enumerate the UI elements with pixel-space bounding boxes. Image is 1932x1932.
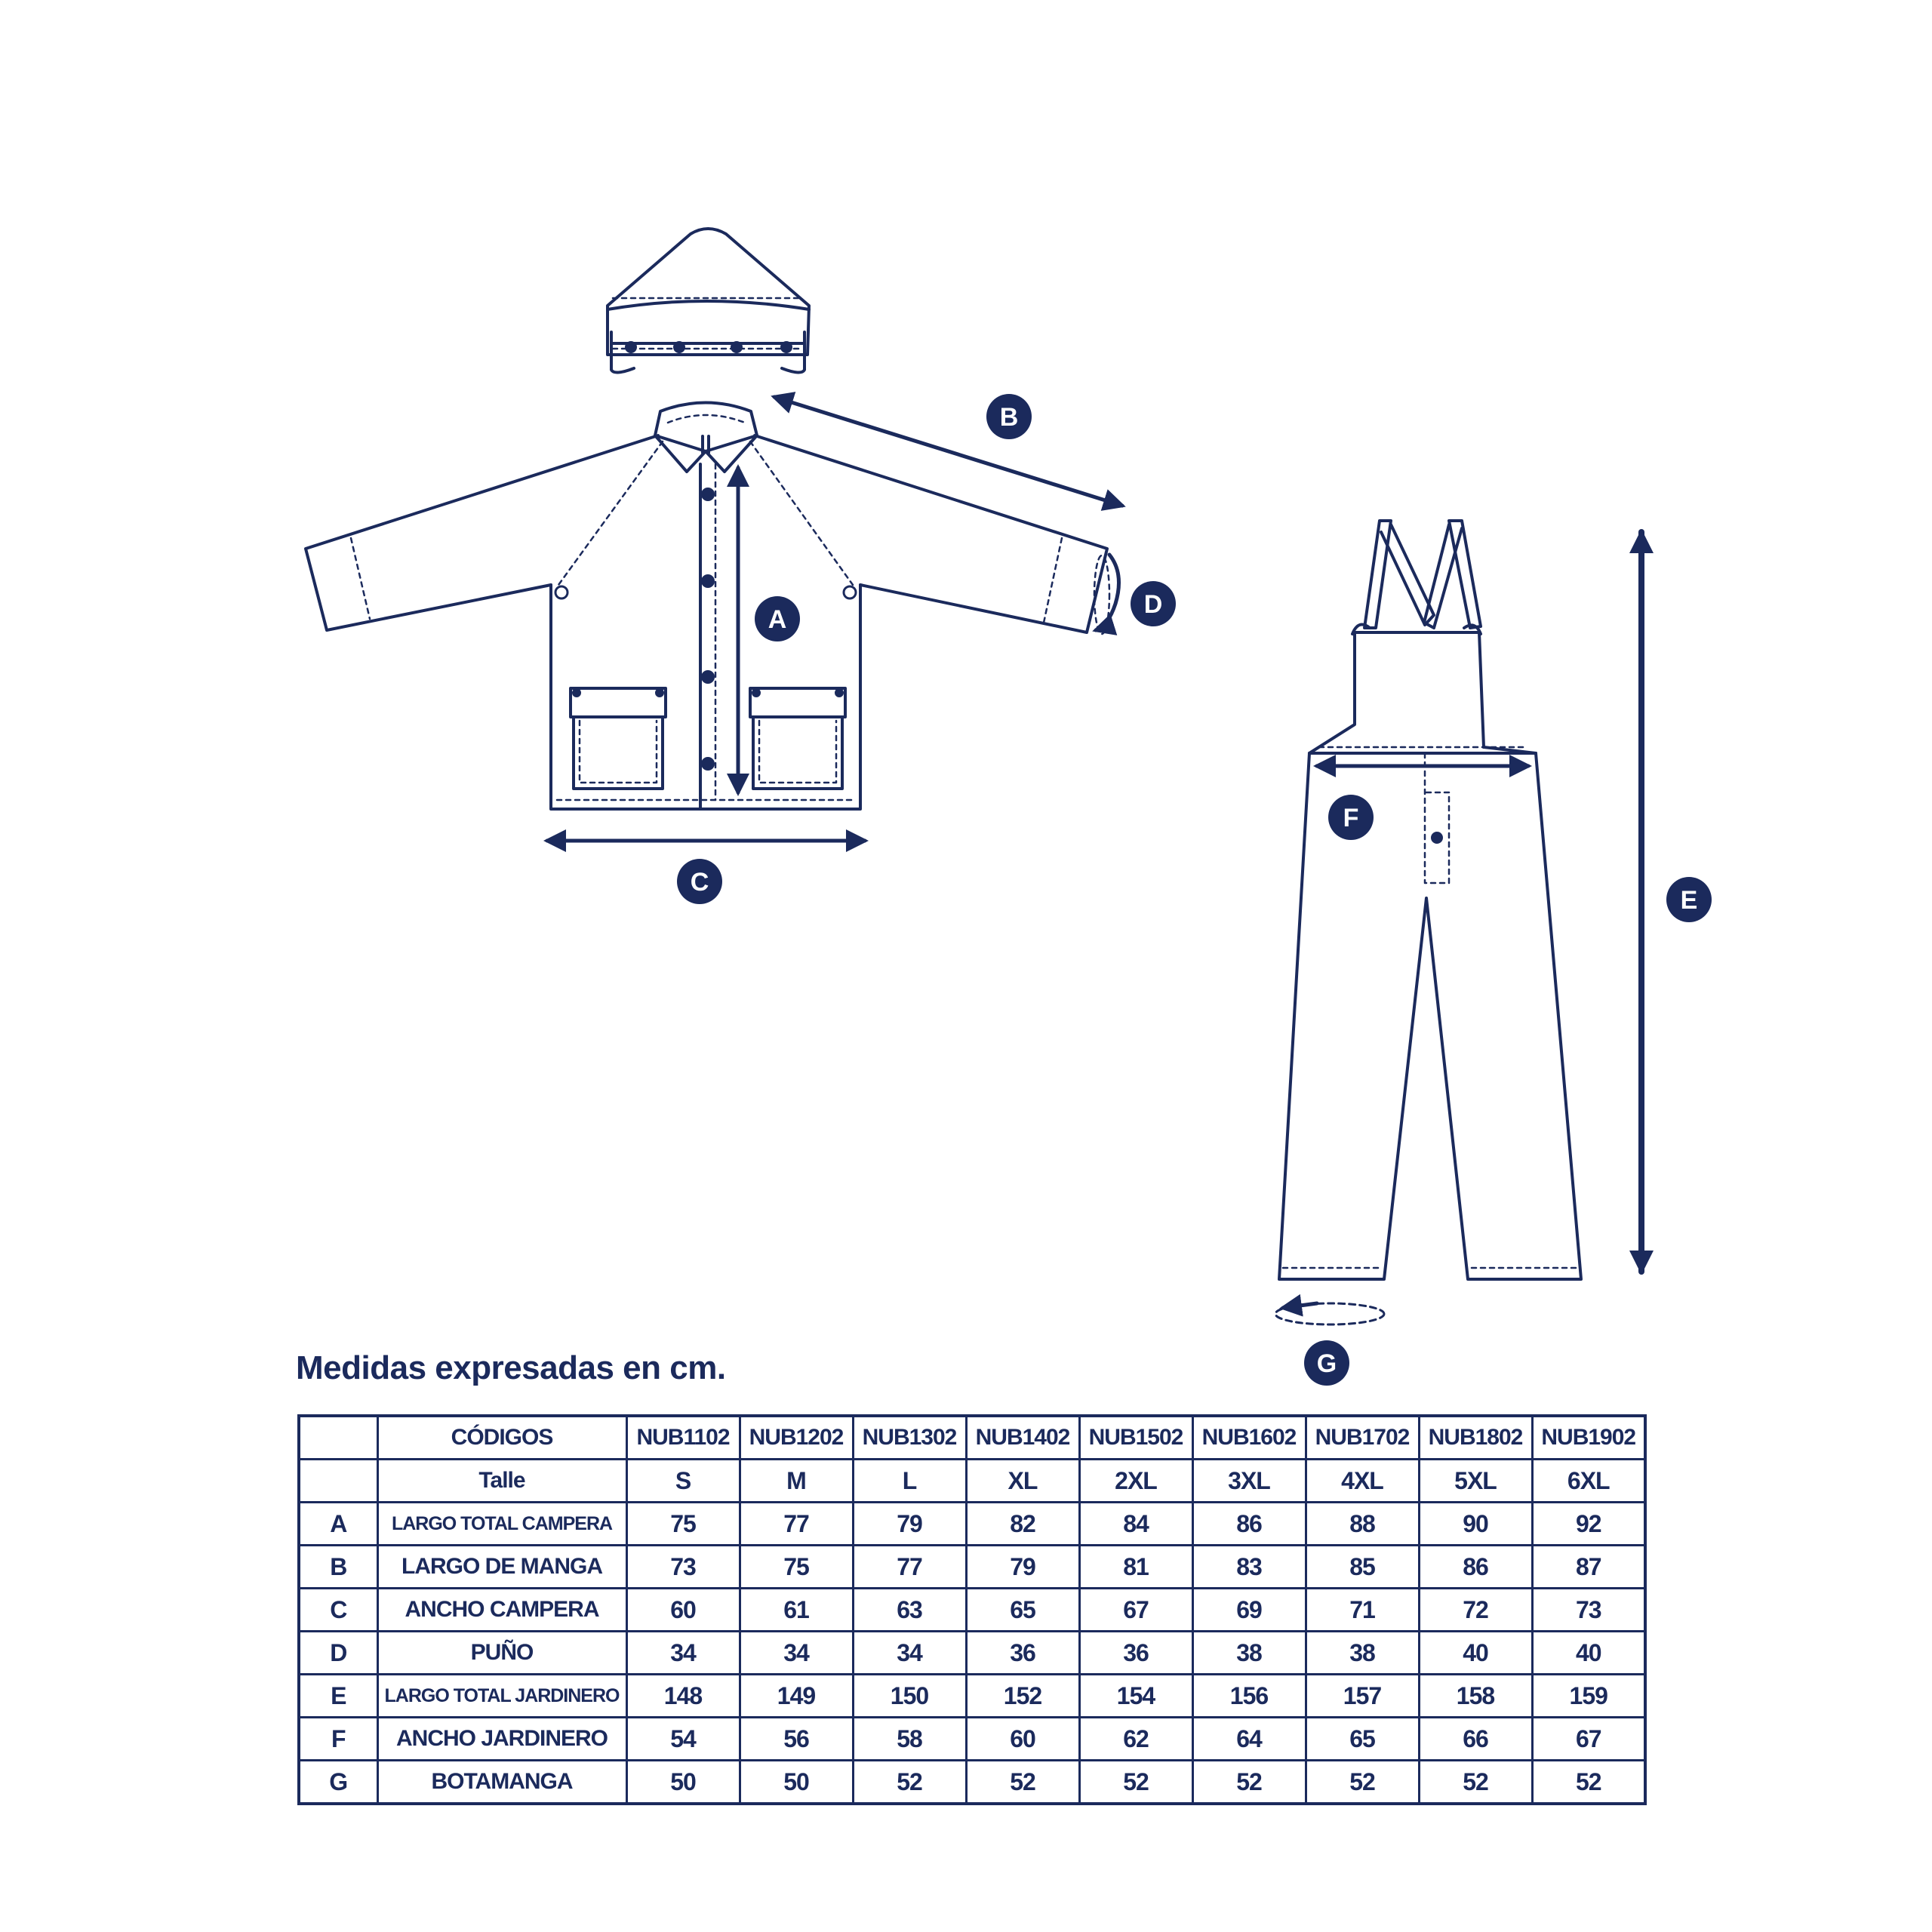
measure-value: 52 <box>966 1761 1079 1804</box>
measure-value: 34 <box>853 1632 966 1675</box>
measure-value: 82 <box>966 1503 1079 1546</box>
measure-value: 149 <box>740 1675 853 1718</box>
size-table <box>297 1414 1647 1805</box>
size-header: Talle <box>377 1460 626 1503</box>
badge-b <box>986 394 1032 439</box>
measure-desc: ANCHO CAMPERA <box>377 1589 626 1632</box>
measure-row <box>299 1546 1645 1589</box>
badge-f-label: F <box>1343 804 1359 832</box>
code-cell: NUB1702 <box>1306 1416 1419 1460</box>
measure-key: C <box>299 1589 377 1632</box>
measure-value: 52 <box>1532 1761 1645 1804</box>
badge-a <box>755 596 800 641</box>
measure-value: 87 <box>1532 1546 1645 1589</box>
codes-row <box>299 1416 1645 1460</box>
measure-value: 79 <box>966 1546 1079 1589</box>
measure-row <box>299 1718 1645 1761</box>
measure-value: 34 <box>626 1632 740 1675</box>
code-cell: NUB1902 <box>1532 1416 1645 1460</box>
badge-g-label: G <box>1316 1349 1337 1378</box>
code-cell: NUB1402 <box>966 1416 1079 1460</box>
badge-e-label: E <box>1680 886 1698 915</box>
table-title: Medidas expresadas en cm. <box>296 1349 726 1386</box>
measure-value: 77 <box>853 1546 966 1589</box>
measure-value: 152 <box>966 1675 1079 1718</box>
measure-value: 64 <box>1192 1718 1306 1761</box>
measure-value: 52 <box>853 1761 966 1804</box>
size-cell: 6XL <box>1532 1460 1645 1503</box>
empty-cell <box>299 1460 377 1503</box>
size-cell: XL <box>966 1460 1079 1503</box>
size-cell: 2XL <box>1079 1460 1192 1503</box>
measure-value: 65 <box>1306 1718 1419 1761</box>
measure-desc: PUÑO <box>377 1632 626 1675</box>
size-cell: L <box>853 1460 966 1503</box>
measure-value: 54 <box>626 1718 740 1761</box>
measure-value: 52 <box>1306 1761 1419 1804</box>
measure-desc: LARGO TOTAL CAMPERA <box>377 1503 626 1546</box>
measure-key: D <box>299 1632 377 1675</box>
measure-desc: ANCHO JARDINERO <box>377 1718 626 1761</box>
measure-value: 60 <box>626 1589 740 1632</box>
measure-key: E <box>299 1675 377 1718</box>
overall-drawing <box>1279 521 1581 1279</box>
measure-value: 92 <box>1532 1503 1645 1546</box>
measure-value: 158 <box>1419 1675 1532 1718</box>
measure-value: 79 <box>853 1503 966 1546</box>
measure-value: 85 <box>1306 1546 1419 1589</box>
measure-value: 150 <box>853 1675 966 1718</box>
measure-value: 83 <box>1192 1546 1306 1589</box>
measure-value: 73 <box>626 1546 740 1589</box>
measure-value: 38 <box>1306 1632 1419 1675</box>
codes-header: CÓDIGOS <box>377 1416 626 1460</box>
badge-e <box>1666 877 1712 922</box>
measure-key: B <box>299 1546 377 1589</box>
measure-desc: LARGO TOTAL JARDINERO <box>377 1675 626 1718</box>
measure-value: 52 <box>1079 1761 1192 1804</box>
badge-c <box>677 859 722 904</box>
measure-value: 40 <box>1532 1632 1645 1675</box>
measure-value: 52 <box>1419 1761 1532 1804</box>
size-cell: M <box>740 1460 853 1503</box>
measure-value: 40 <box>1419 1632 1532 1675</box>
measure-value: 75 <box>626 1503 740 1546</box>
code-cell: NUB1202 <box>740 1416 853 1460</box>
measure-value: 58 <box>853 1718 966 1761</box>
badge-a-label: A <box>768 605 787 634</box>
measure-value: 36 <box>1079 1632 1192 1675</box>
measure-value: 52 <box>1192 1761 1306 1804</box>
badge-g <box>1304 1340 1349 1386</box>
measure-value: 73 <box>1532 1589 1645 1632</box>
code-cell: NUB1602 <box>1192 1416 1306 1460</box>
code-cell: NUB1102 <box>626 1416 740 1460</box>
measure-row <box>299 1761 1645 1804</box>
measure-value: 67 <box>1532 1718 1645 1761</box>
measure-value: 86 <box>1192 1503 1306 1546</box>
empty-cell <box>299 1416 377 1460</box>
measure-row <box>299 1675 1645 1718</box>
measure-value: 62 <box>1079 1718 1192 1761</box>
measure-value: 148 <box>626 1675 740 1718</box>
measure-value: 156 <box>1192 1675 1306 1718</box>
badge-b-label: B <box>999 403 1019 432</box>
badge-d-label: D <box>1143 590 1163 619</box>
hood-drawing <box>608 229 809 373</box>
arrow-b <box>774 397 1122 506</box>
measure-value: 50 <box>626 1761 740 1804</box>
measurement-arrows <box>547 397 1641 1324</box>
measure-desc: LARGO DE MANGA <box>377 1546 626 1589</box>
measure-value: 61 <box>740 1589 853 1632</box>
measure-value: 72 <box>1419 1589 1532 1632</box>
measure-value: 67 <box>1079 1589 1192 1632</box>
badge-c-label: C <box>690 868 709 897</box>
measure-value: 75 <box>740 1546 853 1589</box>
measure-value: 81 <box>1079 1546 1192 1589</box>
measure-value: 77 <box>740 1503 853 1546</box>
measure-value: 63 <box>853 1589 966 1632</box>
measure-value: 65 <box>966 1589 1079 1632</box>
measure-value: 36 <box>966 1632 1079 1675</box>
measure-value: 71 <box>1306 1589 1419 1632</box>
size-cell: 3XL <box>1192 1460 1306 1503</box>
code-cell: NUB1502 <box>1079 1416 1192 1460</box>
measure-value: 90 <box>1419 1503 1532 1546</box>
size-cell: 4XL <box>1306 1460 1419 1503</box>
measure-key: G <box>299 1761 377 1804</box>
measure-value: 66 <box>1419 1718 1532 1761</box>
measure-desc: BOTAMANGA <box>377 1761 626 1804</box>
measure-value: 38 <box>1192 1632 1306 1675</box>
measure-value: 60 <box>966 1718 1079 1761</box>
measure-value: 157 <box>1306 1675 1419 1718</box>
size-cell: S <box>626 1460 740 1503</box>
measure-value: 50 <box>740 1761 853 1804</box>
measure-value: 84 <box>1079 1503 1192 1546</box>
measure-value: 86 <box>1419 1546 1532 1589</box>
measure-row <box>299 1589 1645 1632</box>
size-cell: 5XL <box>1419 1460 1532 1503</box>
measure-row <box>299 1503 1645 1546</box>
measure-value: 88 <box>1306 1503 1419 1546</box>
code-cell: NUB1802 <box>1419 1416 1532 1460</box>
measure-key: F <box>299 1718 377 1761</box>
badge-d <box>1131 581 1176 626</box>
measure-value: 69 <box>1192 1589 1306 1632</box>
measure-key: A <box>299 1503 377 1546</box>
code-cell: NUB1302 <box>853 1416 966 1460</box>
measure-value: 154 <box>1079 1675 1192 1718</box>
badge-f <box>1328 795 1374 840</box>
measure-value: 34 <box>740 1632 853 1675</box>
size-row <box>299 1460 1645 1503</box>
measure-value: 56 <box>740 1718 853 1761</box>
measure-value: 159 <box>1532 1675 1645 1718</box>
measure-row <box>299 1632 1645 1675</box>
